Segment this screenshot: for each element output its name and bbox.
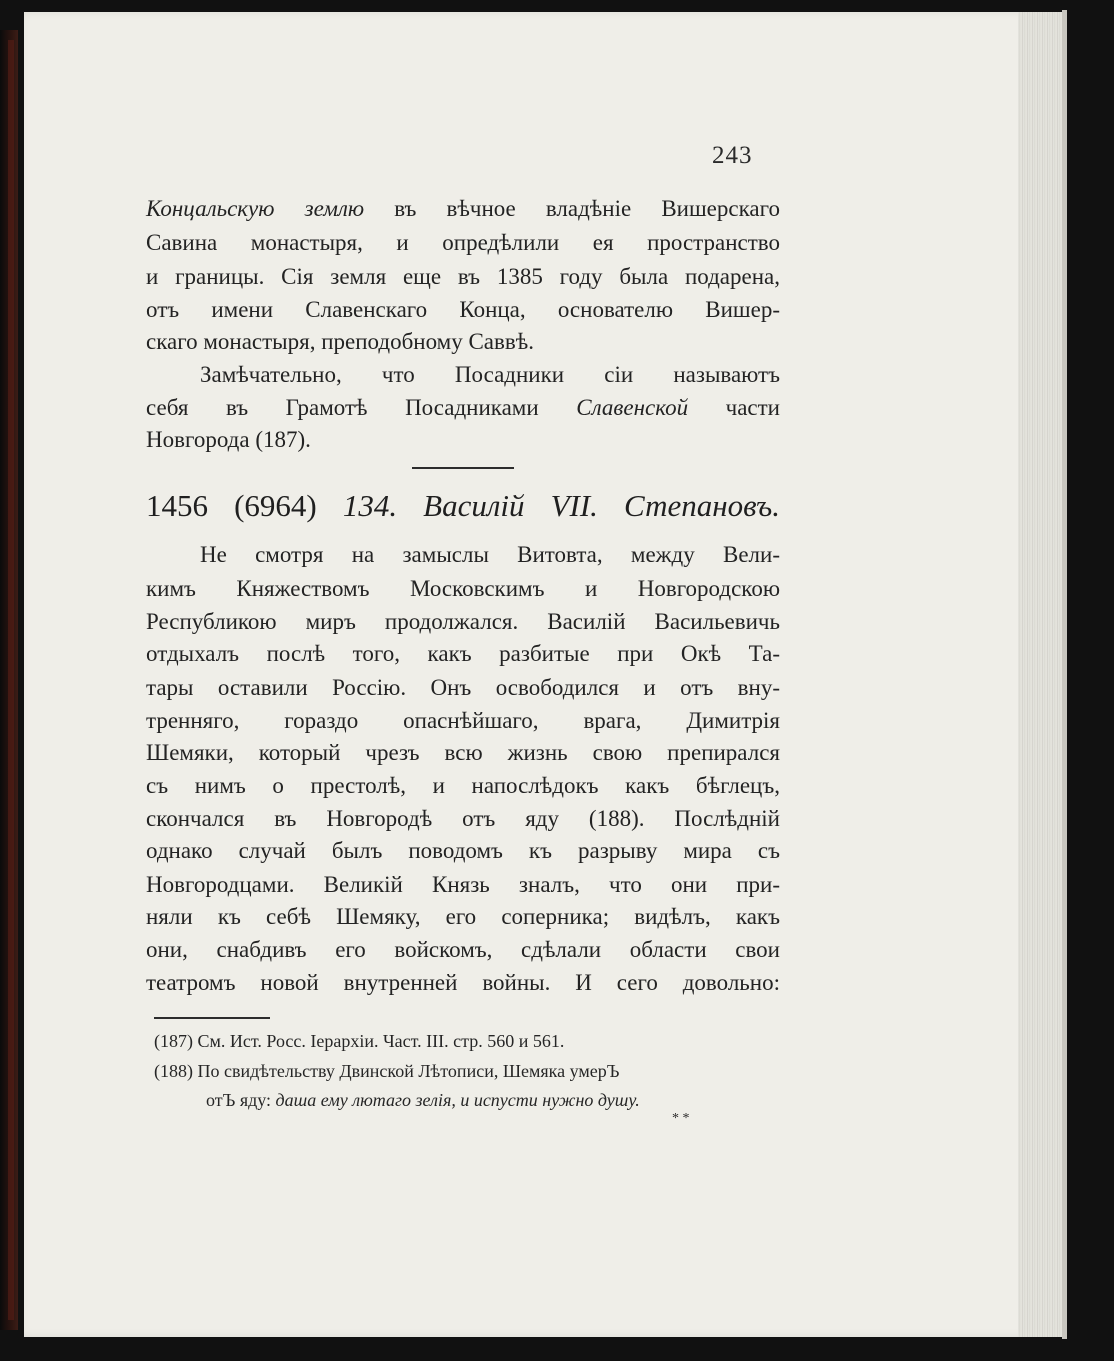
italic-phrase: Славенской <box>576 395 689 420</box>
text-line: отъ имени Славенскаго Конца, основателю Вишер- <box>146 297 780 322</box>
text-line: кимъ Княжествомъ Московскимъ и Новгородскою <box>146 576 780 601</box>
italic-phrase: Концальскую землю <box>146 196 365 221</box>
footnote-187: (187) См. Ист. Росс. Іерархіи. Част. III. стр. 560 и 561. <box>154 1031 565 1051</box>
heading-title: 134. Василій VII. Степановъ. <box>342 488 781 523</box>
footnote-188-continuation <box>206 1090 640 1111</box>
text-line: Не смотря на замыслы Витовта, между Вели- <box>200 542 780 567</box>
text-span: части <box>688 395 780 420</box>
text-span: въ вѣчное владѣніе Вишерскаго <box>364 196 780 221</box>
footnote-188: (188) По свидѣтельству Двинской Лѣтописи, Шемяка умерЪ <box>154 1061 620 1081</box>
text-span: себя въ Грамотѣ Посадниками <box>146 395 577 420</box>
footnote-quote: даша ему лютаго зелія, и испусти нужно душу. <box>275 1090 640 1110</box>
text-line: няли къ себѣ Шемяку, его соперника; видѣлъ, какъ <box>146 904 780 929</box>
text-line: тары оставили Россію. Онъ освободился и отъ вну- <box>146 675 780 700</box>
text-line: отдыхалъ послѣ того, какъ разбитые при Окѣ Та- <box>146 641 780 666</box>
section-divider <box>412 467 514 469</box>
text-line: скончался въ Новгородѣ отъ яду (188). Послѣдній <box>146 806 780 831</box>
footnote-text: отЪ яду: <box>206 1090 276 1110</box>
text-line: Шемяки, который чрезъ всю жизнь свою препирался <box>146 740 780 765</box>
text-line: однако случай былъ поводомъ къ разрыву мира съ <box>146 838 780 863</box>
text-line: Савина монастыря, и опредѣлили ея пространство <box>146 230 780 255</box>
page-stack-edge <box>1062 10 1067 1339</box>
text-line <box>146 395 780 421</box>
text-line: и границы. Сія земля еще въ 1385 году была подарена, <box>146 264 780 289</box>
text-line: театромъ новой внутренней войны. И сего довольно: <box>146 970 780 995</box>
text-line: Новгородцами. Великій Князь зналъ, что они при- <box>146 872 780 897</box>
text-line: скаго монастыря, преподобному Саввѣ. <box>146 329 534 354</box>
page-number: 243 <box>712 142 753 169</box>
heading-year: 1456 (6964) <box>146 488 317 523</box>
book-cover-edge <box>8 40 14 1320</box>
text-line: они, снабдивъ его войскомъ, сдѣлали области свои <box>146 937 780 962</box>
text-line: Республикою миръ продолжался. Василій Васильевичь <box>146 609 780 634</box>
text-line: съ нимъ о престолѣ, и напослѣдокъ какъ бѣглецъ, <box>146 773 780 798</box>
text-line: Замѣчательно, что Посадники сіи называютъ <box>200 362 780 387</box>
text-line <box>146 196 780 222</box>
signature-mark: * * <box>672 1111 690 1126</box>
text-line: тренняго, гораздо опаснѣйшаго, врага, Димитрія <box>146 708 780 733</box>
page-stack <box>1018 12 1064 1337</box>
footnote-divider <box>154 1017 270 1019</box>
text-line: Новгорода (187). <box>146 427 311 452</box>
section-heading <box>146 488 780 524</box>
